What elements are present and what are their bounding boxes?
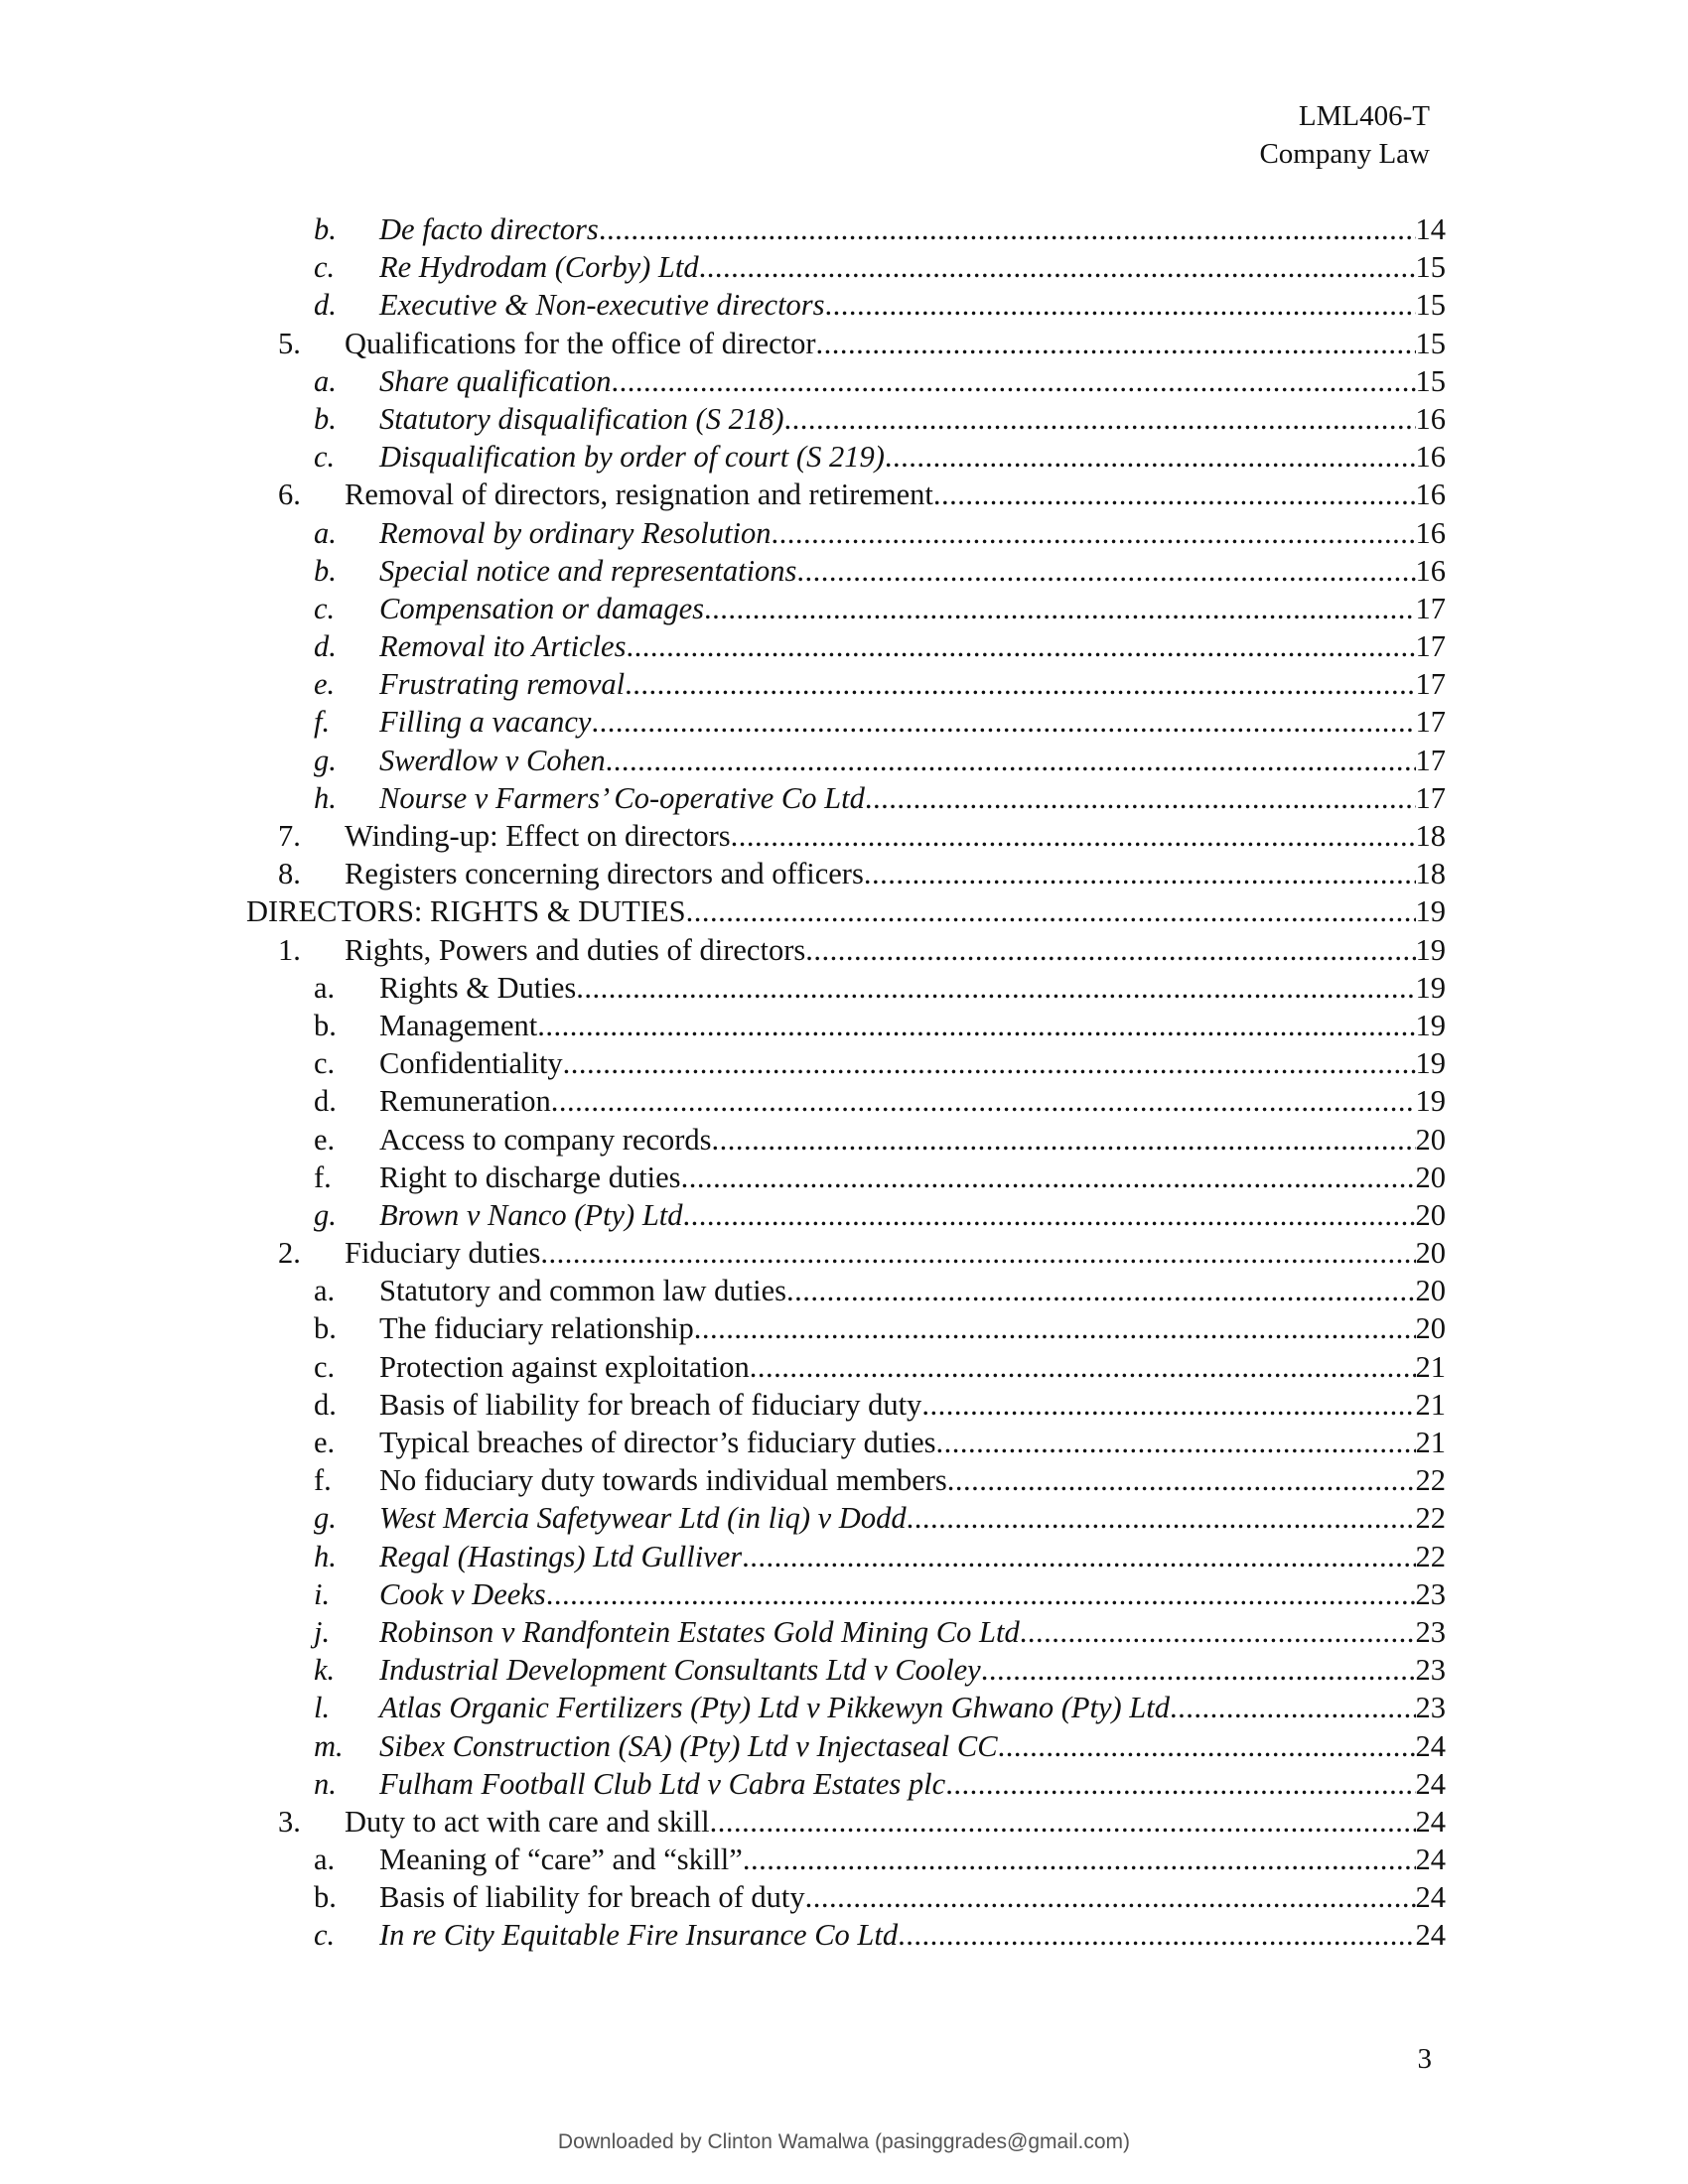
toc-entry-page: 18: [1415, 819, 1446, 853]
toc-entry: [238, 1044, 1446, 1082]
toc-entry-number: 1.: [278, 932, 301, 967]
toc-entry-number: n.: [314, 1766, 337, 1801]
toc-entry-title: Brown v Nanco (Pty) Ltd: [379, 1197, 683, 1232]
toc-entry-line: [379, 438, 1446, 476]
toc-entry-title: Executive & Non-executive directors: [379, 288, 825, 323]
toc-entry: [238, 286, 1446, 324]
toc-entry: [238, 1575, 1446, 1613]
toc-entry-title: Swerdlow v Cohen: [379, 743, 606, 777]
toc-entry-title: Protection against exploitation: [379, 1349, 750, 1384]
toc-entry: [238, 855, 1446, 892]
toc-dot-leader: [981, 1651, 1416, 1689]
toc-entry-page: 24: [1415, 1804, 1446, 1839]
toc-entry-number: f.: [314, 705, 331, 740]
toc-entry-title: Management: [379, 1008, 538, 1042]
toc-entry-page: 17: [1415, 743, 1446, 777]
toc-entry-title: Special notice and representations: [379, 553, 797, 588]
toc-entry-line: [379, 210, 1446, 248]
toc-entry-line: [379, 1575, 1446, 1613]
toc-entry-line: [379, 590, 1446, 627]
toc-entry-number: g.: [314, 1501, 337, 1536]
toc-dot-leader: [1020, 1613, 1416, 1651]
toc-entry: [238, 590, 1446, 627]
toc-entry-line: [379, 1196, 1446, 1234]
toc-entry-page: 24: [1415, 1766, 1446, 1801]
download-footer: Downloaded by Clinton Wamalwa (pasinggrades@gmail.com): [557, 2130, 1131, 2153]
toc-entry: [238, 931, 1446, 969]
toc-entry: [238, 1007, 1446, 1044]
toc-entry-page: 20: [1415, 1311, 1446, 1346]
toc-entry-page: 19: [1415, 970, 1446, 1005]
toc-entry-title: Regal (Hastings) Ltd Gulliver: [379, 1539, 743, 1573]
toc-entry-number: f.: [314, 1463, 332, 1498]
toc-entry: [238, 1727, 1446, 1765]
toc-entry-line: [345, 325, 1446, 362]
toc-dot-leader: [1170, 1689, 1416, 1726]
toc-entry-line: [345, 931, 1446, 969]
toc-entry-number: b.: [314, 1311, 337, 1346]
toc-entry-title: Removal by ordinary Resolution: [379, 515, 772, 550]
toc-dot-leader: [576, 969, 1415, 1007]
toc-entry: [238, 1538, 1446, 1575]
toc-entry-number: 7.: [278, 819, 301, 853]
toc-entry-line: [345, 1234, 1446, 1272]
toc-dot-leader: [907, 1499, 1416, 1537]
toc-entry-line: [379, 1386, 1446, 1424]
toc-entry: [238, 627, 1446, 665]
toc-dot-leader: [805, 1878, 1416, 1916]
toc-entry-number: g.: [314, 1197, 337, 1232]
toc-entry-title: Statutory disqualification (S 218): [379, 401, 784, 436]
toc-entry-number: b.: [314, 553, 337, 588]
toc-entry-title: Cook v Deeks: [379, 1576, 546, 1611]
toc-dot-leader: [945, 1765, 1415, 1803]
toc-entry-page: 20: [1415, 1236, 1446, 1271]
toc-entry-number: a.: [314, 1274, 336, 1308]
toc-entry-line: [379, 1689, 1446, 1726]
toc-dot-leader: [626, 627, 1415, 665]
toc-entry: [238, 438, 1446, 476]
toc-entry-number: 6.: [278, 478, 301, 512]
toc-dot-leader: [540, 1234, 1415, 1272]
toc-entry-title: Disqualification by order of court (S 219): [379, 440, 885, 475]
toc-dot-leader: [750, 1348, 1416, 1386]
toc-entry-number: i.: [314, 1576, 331, 1611]
toc-entry-page: 21: [1415, 1349, 1446, 1384]
toc-entry: [238, 1499, 1446, 1537]
toc-entry-number: d.: [314, 1084, 337, 1119]
toc-dot-leader: [606, 742, 1416, 779]
toc-entry: [238, 400, 1446, 438]
toc-entry-line: [379, 362, 1446, 400]
toc-entry-line: [379, 1878, 1446, 1916]
toc-entry-page: 21: [1415, 1426, 1446, 1459]
toc-entry-number: 8.: [278, 857, 301, 891]
toc-dot-leader: [921, 1386, 1415, 1424]
toc-entry-title: Share qualification: [379, 363, 612, 398]
toc-entry-page: 16: [1415, 478, 1446, 512]
toc-dot-leader: [704, 590, 1415, 627]
toc-entry-line: [246, 892, 1446, 930]
toc-entry-number: c.: [314, 591, 336, 625]
toc-entry-line: [379, 1727, 1446, 1765]
toc-entry-line: [379, 742, 1446, 779]
toc-entry-line: [379, 286, 1446, 324]
toc-entry-number: 2.: [278, 1236, 301, 1271]
toc-dot-leader: [743, 1841, 1416, 1878]
toc-entry-title: Atlas Organic Fertilizers (Pty) Ltd v Pikkewyn Ghwano (Pty) Ltd: [379, 1691, 1170, 1725]
toc-dot-leader: [551, 1082, 1416, 1120]
toc-entry-title: Compensation or damages: [379, 591, 705, 625]
toc-entry: [238, 248, 1446, 286]
toc-entry-title: Sibex Construction (SA) (Pty) Ltd v Injectaseal CC: [379, 1728, 998, 1763]
course-title: Company Law: [1259, 138, 1430, 170]
toc-entry-page: 15: [1415, 326, 1446, 360]
toc-entry-title: Removal ito Articles: [379, 629, 627, 664]
toc-entry-title: Filling a vacancy: [379, 705, 592, 740]
toc-dot-leader: [864, 855, 1416, 892]
toc-entry-title: Basis of liability for breach of duty: [379, 1880, 805, 1915]
toc-entry-line: [379, 552, 1446, 590]
toc-entry: [238, 1386, 1446, 1424]
toc-dot-leader: [712, 1121, 1416, 1159]
toc-dot-leader: [784, 400, 1416, 438]
toc-entry-line: [379, 248, 1446, 286]
toc-dot-leader: [825, 286, 1416, 324]
toc-entry-number: e.: [314, 1426, 336, 1459]
toc-entry-title: The fiduciary relationship: [379, 1311, 694, 1346]
toc-entry-title: Winding-up: Effect on directors: [345, 819, 731, 853]
toc-dot-leader: [599, 210, 1416, 248]
toc-dot-leader: [681, 1159, 1416, 1196]
toc-entry-line: [379, 1044, 1446, 1082]
toc-entry-number: a.: [314, 1843, 336, 1877]
toc-entry: [238, 1159, 1446, 1196]
toc-entry-page: 19: [1415, 1046, 1446, 1081]
toc-entry-number: c.: [314, 1918, 336, 1953]
toc-entry: [238, 1309, 1446, 1347]
toc-dot-leader: [686, 892, 1416, 930]
toc-dot-leader: [625, 665, 1415, 703]
toc-entry-page: 16: [1415, 515, 1446, 550]
toc-entry-number: a.: [314, 363, 337, 398]
toc-entry-number: h.: [314, 1539, 337, 1573]
toc-entry-page: 17: [1415, 780, 1446, 815]
toc-entry-line: [345, 855, 1446, 892]
toc-entry: [238, 514, 1446, 552]
toc-entry: [238, 1613, 1446, 1651]
toc-entry: [238, 817, 1446, 855]
toc-entry-page: 21: [1415, 1387, 1446, 1422]
toc-entry-title: Rights & Duties: [379, 970, 577, 1005]
toc-entry-line: [379, 1348, 1446, 1386]
toc-entry-line: [379, 1159, 1446, 1196]
toc-entry: [238, 1234, 1446, 1272]
toc-dot-leader: [563, 1044, 1416, 1082]
toc-entry-number: a.: [314, 970, 336, 1005]
toc-entry-title: Access to company records: [379, 1122, 712, 1157]
toc-entry-line: [345, 1803, 1446, 1841]
toc-entry: [238, 1689, 1446, 1726]
toc-entry-number: e.: [314, 1122, 336, 1157]
toc-entry-page: 17: [1415, 591, 1446, 625]
toc-entry-page: 23: [1415, 1691, 1446, 1725]
toc-entry-line: [379, 627, 1446, 665]
toc-entry-title: Basis of liability for breach of fiduciary duty: [379, 1387, 922, 1422]
toc-dot-leader: [885, 438, 1416, 476]
toc-entry: [238, 552, 1446, 590]
toc-dot-leader: [947, 1461, 1416, 1499]
toc-entry-page: 24: [1415, 1728, 1446, 1763]
toc-entry-number: k.: [314, 1653, 336, 1688]
toc-entry: [238, 665, 1446, 703]
toc-entry-page: 20: [1415, 1274, 1446, 1308]
toc-entry-page: 15: [1415, 363, 1446, 398]
toc-entry-line: [379, 1121, 1446, 1159]
toc-entry-line: [379, 1613, 1446, 1651]
toc-entry: [238, 1803, 1446, 1841]
toc-entry-number: c.: [314, 250, 336, 285]
toc-entry-number: a.: [314, 515, 337, 550]
toc-entry-number: 3.: [278, 1804, 301, 1839]
toc-entry-number: c.: [314, 1046, 336, 1081]
toc-entry: [238, 210, 1446, 248]
toc-entry-title: Registers concerning directors and officers: [345, 857, 864, 891]
toc-entry-number: e.: [314, 667, 336, 702]
toc-entry-title: Industrial Development Consultants Ltd v Cooley: [379, 1653, 981, 1688]
toc-entry: [238, 1121, 1446, 1159]
toc-entry-line: [379, 1007, 1446, 1044]
toc-entry-page: 19: [1415, 1084, 1446, 1119]
toc-dot-leader: [933, 476, 1416, 513]
toc-entry-title: Frustrating removal: [379, 667, 626, 702]
toc-dot-leader: [816, 325, 1416, 362]
toc-entry-line: [379, 514, 1446, 552]
toc-entry-page: 24: [1415, 1843, 1446, 1877]
toc-entry: [238, 1424, 1446, 1461]
toc-entry-title: Right to discharge duties: [379, 1160, 681, 1194]
toc-entry-page: 19: [1415, 1008, 1446, 1042]
toc-entry-page: 23: [1415, 1653, 1446, 1688]
toc-entry: [238, 969, 1446, 1007]
toc-entry: [238, 1461, 1446, 1499]
toc-entry-title: Nourse v Farmers’ Co-operative Co Ltd: [379, 780, 865, 815]
toc-entry-line: [379, 1272, 1446, 1309]
page-number: 3: [1417, 2043, 1432, 2075]
toc-entry-title: Remuneration: [379, 1084, 551, 1119]
toc-entry-line: [379, 1841, 1446, 1878]
toc-entry-line: [379, 1309, 1446, 1347]
toc-entry-page: 20: [1415, 1197, 1446, 1232]
toc-entry: [238, 1878, 1446, 1916]
toc-entry-page: 23: [1415, 1614, 1446, 1649]
toc-entry-page: 23: [1415, 1576, 1446, 1611]
toc-entry-title: Meaning of “care” and “skill”: [379, 1843, 743, 1877]
toc-entry-title: Rights, Powers and duties of directors: [345, 932, 806, 967]
toc-entry-line: [379, 969, 1446, 1007]
toc-entry-number: c.: [314, 1349, 336, 1384]
toc-dot-leader: [591, 703, 1415, 741]
toc-entry-number: 5.: [278, 326, 301, 360]
toc-entry: [238, 1196, 1446, 1234]
toc-entry-number: b.: [314, 212, 337, 246]
toc-entry-title: Fiduciary duties: [345, 1236, 541, 1271]
toc-entry-title: DIRECTORS: RIGHTS & DUTIES: [246, 894, 686, 929]
toc-entry-line: [345, 476, 1446, 513]
toc-entry-title: Qualifications for the office of director: [345, 326, 816, 360]
toc-entry: [238, 892, 1446, 930]
toc-entry-title: Fulham Football Club Ltd v Cabra Estates plc: [379, 1766, 946, 1801]
toc-entry-page: 16: [1415, 440, 1446, 475]
toc-entry-page: 14: [1415, 212, 1446, 246]
toc-entry-line: [379, 1082, 1446, 1120]
toc-entry-title: De facto directors: [379, 212, 599, 246]
toc-entry-number: c.: [314, 440, 336, 475]
toc-dot-leader: [998, 1727, 1416, 1765]
toc-entry: [238, 779, 1446, 817]
toc-entry-title: West Mercia Safetywear Ltd (in liq) v Dodd: [379, 1501, 907, 1536]
toc-dot-leader: [865, 779, 1416, 817]
toc-dot-leader: [710, 1803, 1416, 1841]
toc-dot-leader: [699, 248, 1416, 286]
toc-dot-leader: [796, 552, 1415, 590]
toc-entry: [238, 1348, 1446, 1386]
toc-entry-page: 22: [1415, 1539, 1446, 1573]
toc-entry-title: No fiduciary duty towards individual members: [379, 1463, 947, 1498]
toc-entry-page: 24: [1415, 1880, 1446, 1915]
toc-entry-title: Statutory and common law duties: [379, 1274, 786, 1308]
toc-entry-number: d.: [314, 288, 337, 323]
toc-entry: [238, 1916, 1446, 1954]
toc-entry-number: h.: [314, 780, 337, 815]
toc-dot-leader: [546, 1575, 1416, 1613]
toc-entry-page: 22: [1415, 1463, 1446, 1498]
toc-entry: [238, 1765, 1446, 1803]
toc-entry-page: 15: [1415, 250, 1446, 285]
toc-entry-title: In re City Equitable Fire Insurance Co Ltd: [379, 1918, 899, 1953]
toc-dot-leader: [694, 1309, 1416, 1347]
toc-entry-line: [379, 703, 1446, 741]
toc-entry-title: Re Hydrodam (Corby) Ltd: [379, 250, 699, 285]
toc-entry-number: m.: [314, 1728, 344, 1763]
toc-entry-title: Typical breaches of director’s fiduciary duties: [379, 1426, 936, 1459]
toc-entry-line: [379, 1538, 1446, 1575]
toc-entry-page: 16: [1415, 401, 1446, 436]
toc-entry-line: [379, 400, 1446, 438]
toc-entry-number: l.: [314, 1691, 331, 1725]
toc-dot-leader: [898, 1916, 1415, 1954]
toc-dot-leader: [683, 1196, 1416, 1234]
toc-entry-title: Robinson v Randfontein Estates Gold Mining Co Ltd: [379, 1614, 1020, 1649]
course-code: LML406-T: [1298, 100, 1430, 132]
toc-entry-page: 20: [1415, 1122, 1446, 1157]
toc-entry-line: [379, 1499, 1446, 1537]
toc-entry: [238, 325, 1446, 362]
toc-entry: [238, 1841, 1446, 1878]
toc-entry-title: Removal of directors, resignation and retirement: [345, 478, 933, 512]
page-header: [1259, 97, 1430, 173]
toc-dot-leader: [771, 514, 1415, 552]
toc-entry: [238, 1651, 1446, 1689]
toc-entry-line: [379, 1651, 1446, 1689]
toc-entry-number: b.: [314, 1008, 337, 1042]
toc-entry-line: [379, 665, 1446, 703]
toc-entry-page: 22: [1415, 1501, 1446, 1536]
toc-dot-leader: [805, 931, 1415, 969]
toc-dot-leader: [612, 362, 1416, 400]
toc-entry-number: f.: [314, 1160, 332, 1194]
toc-entry-page: 19: [1415, 894, 1446, 929]
toc-dot-leader: [731, 817, 1416, 855]
toc-entry-page: 16: [1415, 553, 1446, 588]
toc-entry: [238, 1082, 1446, 1120]
toc-entry-line: [379, 1916, 1446, 1954]
toc-entry-page: 17: [1415, 667, 1446, 702]
toc-entry-title: Confidentiality: [379, 1046, 563, 1081]
toc-dot-leader: [537, 1007, 1415, 1044]
toc-entry-line: [379, 1765, 1446, 1803]
toc-entry-line: [379, 779, 1446, 817]
toc-entry-number: b.: [314, 1880, 337, 1915]
toc-entry: [238, 476, 1446, 513]
toc-dot-leader: [935, 1424, 1415, 1461]
toc-entry-title: Duty to act with care and skill: [345, 1804, 710, 1839]
toc-entry-page: 19: [1415, 932, 1446, 967]
toc-entry-line: [379, 1424, 1446, 1461]
table-of-contents: [238, 210, 1446, 1955]
toc-entry-page: 20: [1415, 1160, 1446, 1194]
toc-entry: [238, 1272, 1446, 1309]
toc-entry-number: d.: [314, 629, 337, 664]
toc-entry-number: d.: [314, 1387, 337, 1422]
toc-entry-number: g.: [314, 743, 337, 777]
toc-entry-number: j.: [314, 1614, 331, 1649]
toc-entry-page: 15: [1415, 288, 1446, 323]
toc-entry: [238, 742, 1446, 779]
toc-entry-page: 17: [1415, 629, 1446, 664]
toc-entry-page: 24: [1415, 1918, 1446, 1953]
toc-dot-leader: [786, 1272, 1416, 1309]
toc-entry-page: 17: [1415, 705, 1446, 740]
toc-dot-leader: [742, 1538, 1415, 1575]
toc-entry-line: [345, 817, 1446, 855]
toc-entry-page: 18: [1415, 857, 1446, 891]
toc-entry: [238, 703, 1446, 741]
toc-entry: [238, 362, 1446, 400]
toc-entry-line: [379, 1461, 1446, 1499]
toc-entry-number: b.: [314, 401, 337, 436]
